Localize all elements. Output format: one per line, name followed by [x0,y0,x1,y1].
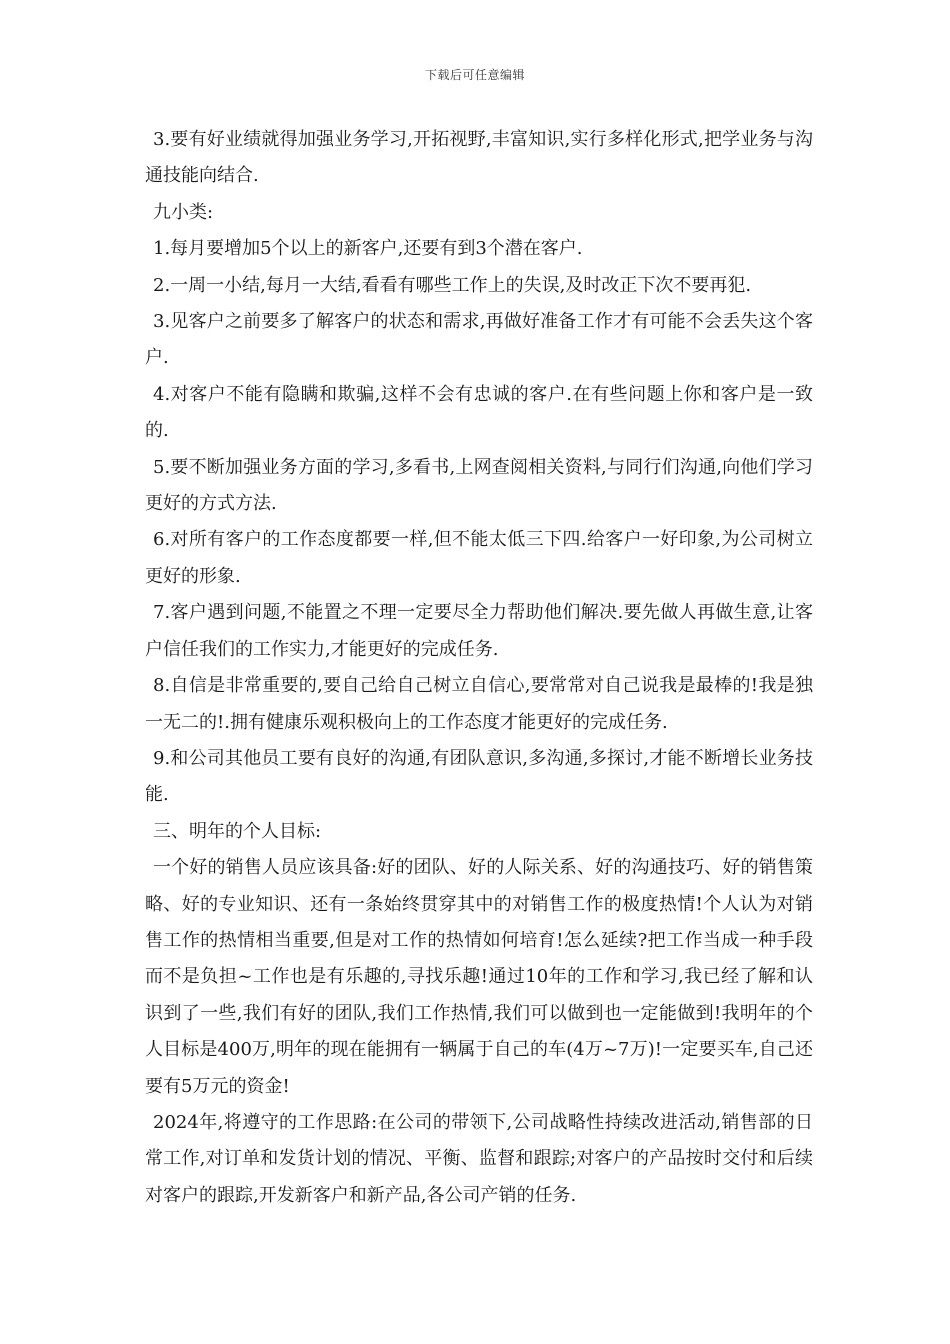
document-body [145,122,813,1214]
list-item: 7.客户遇到问题,不能置之不理一定要尽全力帮助他们解决.要先做人再做生意,让客户信任我们的工作实力,才能更好的完成任务. [145,602,813,660]
list-item: 3.见客户之前要多了解客户的状态和需求,再做好准备工作才有可能不会丢失这个客户. [145,311,813,369]
page-header: 下载后可任意编辑 [424,68,525,82]
list-item: 2.一周一小结,每月一大结,看看有哪些工作上的失误,及时改正下次不要再犯. [153,274,752,296]
list-item: 8.自信是非常重要的,要自己给自己树立自信心,要常常对自己说我是最棒的!我是独一无二的!.拥有健康乐观积极向上的工作态度才能更好的完成任务. [145,675,813,733]
section-heading-next-year-goals: 三、明年的个人目标: [153,820,322,842]
list-item: 1.每月要增加5个以上的新客户,还要有到3个潜在客户. [153,238,583,260]
section-heading-nine-categories: 九小类: [153,201,214,223]
paragraph-item-3-intro: 3.要有好业绩就得加强业务学习,开拓视野,丰富知识,实行多样化形式,把学业务与沟通技能向结合. [145,129,813,187]
paragraph-work-plan: 2024年,将遵守的工作思路:在公司的带领下,公司战略性持续改进活动,销售部的日常工作,对订单和发货计划的情况、平衡、监督和跟踪;对客户的产品按时交付和后续对客户的跟踪,开发新客户和新产品,各公司产销的任务. [145,1111,813,1206]
list-item: 9.和公司其他员工要有良好的沟通,有团队意识,多沟通,多探讨,才能不断增长业务技能. [145,747,813,806]
list-item: 6.对所有客户的工作态度都要一样,但不能太低三下四.给客户一好印象,为公司树立更好的形象. [145,529,813,587]
list-item: 4.对客户不能有隐瞒和欺骗,这样不会有忠诚的客户.在有些问题上你和客户是一致的. [145,383,813,442]
list-item: 5.要不断加强业务方面的学习,多看书,上网查阅相关资料,与同行们沟通,向他们学习更好的方式方法. [145,456,813,515]
paragraph-goals: 一个好的销售人员应该具备:好的团队、好的人际关系、好的沟通技巧、好的销售策略、好的专业知识、还有一条始终贯穿其中的对销售工作的极度热情!个人认为对销售工作的热情相当重要,但是对工作的热情如何培育!怎么延续?把工作当成一种手段而不是负担~工作也是有乐趣的,寻找乐趣!通过10年的工作和学习,我已经了解和认识到了一些,我们有好的团队,我们工作热情,我们可以做到也一定能做到!我明年的个人目标是400万,明年的现在能拥有一辆属于自己的车(4万~7万)!一定要买车,自己还要有5万元的资金! [145,857,813,1097]
